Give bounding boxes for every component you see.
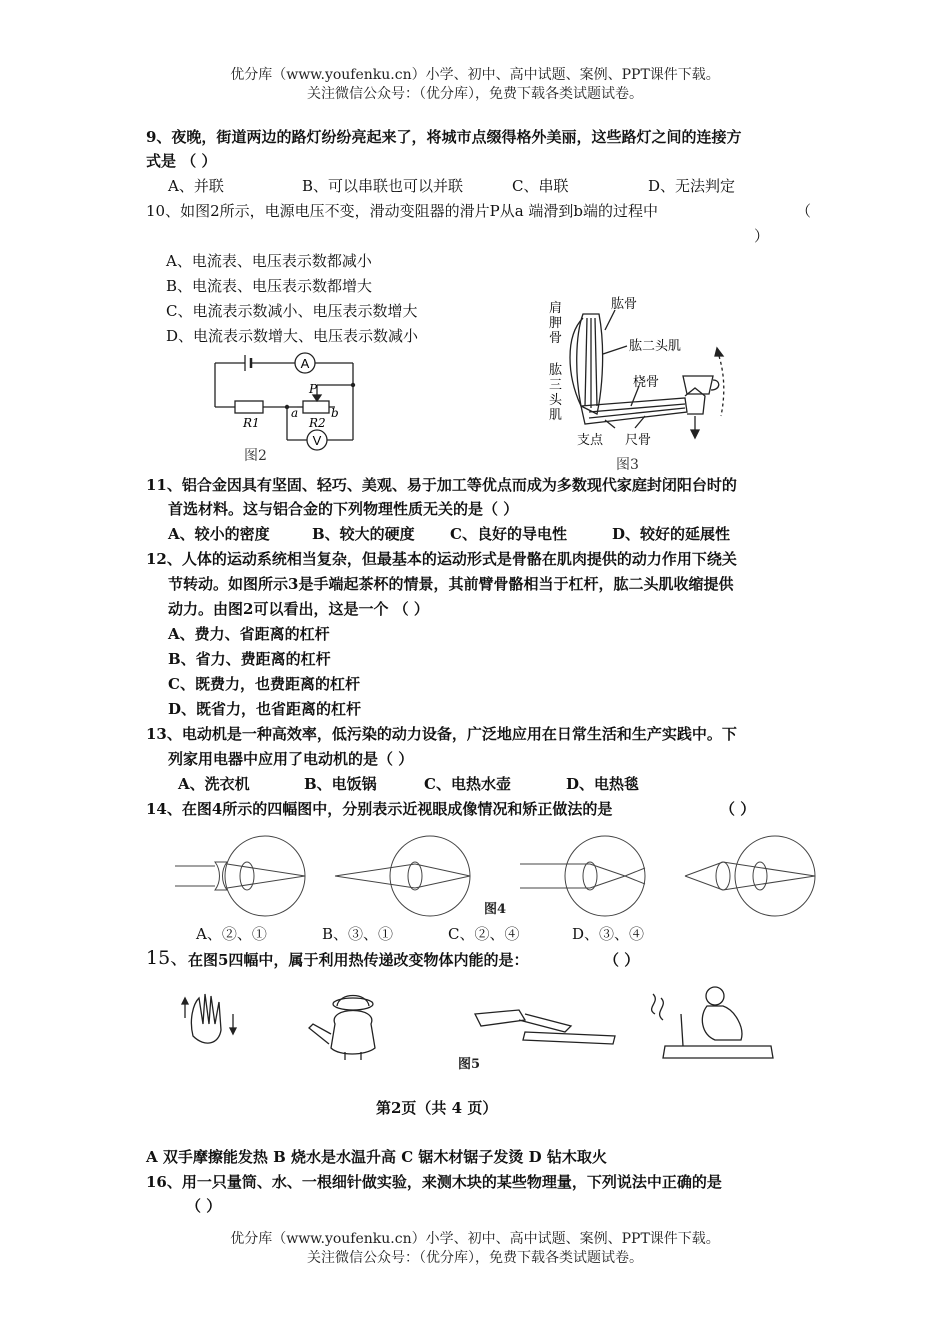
terminal-a-label: a [291,406,299,420]
footer-line-1: 优分库（www.youfenku.cn）小学、初中、高中试题、案例、PPT课件下载。 [230,1231,720,1247]
figure-2-caption: 图2 [244,448,267,464]
q9-line-2: 式是 （ ） [146,152,217,170]
q15-number: 15、 [146,947,190,969]
q14-option-a[interactable]: A、②、① [196,925,267,943]
q12-option-d[interactable]: D、既省力，也省距离的杠杆 [168,700,362,718]
label-shoulder-1: 肩 [549,301,563,316]
q13-option-c[interactable]: C、电热水壶 [424,775,511,793]
q12-line-3: 动力。由图2可以看出，这是一个 （ ） [168,600,429,618]
q10-option-d[interactable]: D、电流表示数增大、电压表示数减小 [166,327,419,345]
q14-option-b[interactable]: B、③、① [322,925,394,943]
label-radius: 桡骨 [633,375,660,390]
q12-option-c[interactable]: C、既费力，也费距离的杠杆 [168,675,360,693]
q15-text: 在图5四幅中，属于利用热传递改变物体内能的是： [188,951,529,969]
slider-p-label: P [309,382,318,396]
label-biceps: 肱二头肌 [629,339,682,354]
q15-options-line: A 双手摩擦能发热 B 烧水是水温升高 C 锯木材锯子发烫 D 钻木取火 [146,1148,607,1166]
q9-option-b[interactable]: B、可以串联也可以并联 [302,177,464,195]
q15-paren: （ ） [604,951,640,969]
label-shoulder-2: 胛 [549,316,563,331]
q9-option-c[interactable]: C、串联 [512,177,569,195]
q11-option-d[interactable]: D、较好的延展性 [612,525,731,543]
label-fulcrum: 支点 [577,433,604,448]
figure-3-caption: 图3 [616,457,639,473]
q13-option-a[interactable]: A、洗衣机 [178,775,250,793]
label-triceps-2: 三 [549,378,563,393]
q11-option-a[interactable]: A、较小的密度 [168,525,270,543]
label-triceps-3: 头 [549,393,563,408]
figure-5-pictures [175,984,775,1064]
q9-option-d[interactable]: D、无法判定 [648,177,736,195]
q16-line-1: 16、用一只量筒、水、一根细针做实验，来测木块的某些物理量，下列说法中正确的是 [146,1173,722,1191]
header-line-1: 优分库（www.youfenku.cn）小学、初中、高中试题、案例、PPT课件下载。 [230,67,720,83]
q11-line-1: 11、铝合金因具有坚固、轻巧、美观、易于加工等优点而成为多数现代家庭封闭阳台时的 [146,476,737,494]
q14-line-1: 14、在图4所示的四幅图中，分别表示近视眼成像情况和矫正做法的是 [146,800,613,818]
q10-option-b[interactable]: B、电流表、电压表示数都增大 [166,277,373,295]
q11-option-c[interactable]: C、良好的导电性 [450,525,567,543]
q10-paren-open: （ [796,202,812,220]
q13-option-b[interactable]: B、电饭锅 [304,775,377,793]
q13-option-d[interactable]: D、电热毯 [566,775,640,793]
q12-line-2: 节转动。如图所示3是手端起茶杯的情景，其前臂骨骼相当于杠杆，肱二头肌收缩提供 [168,575,734,593]
label-triceps-4: 肌 [549,408,563,423]
q10-line-1: 10、如图2所示，电源电压不变，滑动变阻器的滑片P从a 端滑到b端的过程中 [146,202,659,220]
r1-label: R1 [243,416,260,430]
q11-option-b[interactable]: B、较大的硬度 [312,525,415,543]
q12-line-1: 12、人体的运动系统相当复杂，但最基本的运动形式是骨骼在肌肉提供的动力作用下绕关 [146,550,737,568]
label-triceps-1: 肱 [549,363,563,378]
footer-line-2: 关注微信公众号：（优分库），免费下载各类试题试卷。 [307,1250,643,1266]
label-humerus: 肱骨 [611,297,638,312]
q10-option-c[interactable]: C、电流表示数减小、电压表示数增大 [166,302,418,320]
terminal-b-label: b [331,406,339,420]
figure-5-caption: 图5 [458,1057,481,1072]
q14-option-d[interactable]: D、③、④ [572,925,645,943]
figure-4-caption: 图4 [484,902,507,917]
voltmeter-label: V [312,433,322,448]
q14-paren: （ ） [720,800,756,818]
q11-line-2: 首选材料。这与铝合金的下列物理性质无关的是（ ） [168,500,519,518]
q12-option-a[interactable]: A、费力、省距离的杠杆 [168,625,330,643]
figure-2-circuit [205,345,365,448]
q13-line-1: 13、电动机是一种高效率，低污染的动力设备，广泛地应用在日常生活和生产实践中。下 [146,725,737,743]
q10-paren-close: ） [754,227,770,245]
q9-line-1: 9、夜晚，街道两边的路灯纷纷亮起来了，将城市点缀得格外美丽，这些路灯之间的连接方 [146,128,742,146]
figure-3-arm [545,296,745,456]
q10-option-a[interactable]: A、电流表、电压表示数都减小 [166,252,372,270]
header-line-2: 关注微信公众号：（优分库），免费下载各类试题试卷。 [307,86,643,102]
r2-label: R2 [309,416,326,430]
page-number: 第2页（共 4 页） [376,1099,498,1117]
q13-line-2: 列家用电器中应用了电动机的是（ ） [168,750,414,768]
q14-option-c[interactable]: C、②、④ [448,925,520,943]
q9-option-a[interactable]: A、并联 [168,177,224,195]
ammeter-label: A [300,356,310,371]
label-shoulder-3: 骨 [549,331,563,346]
label-ulna: 尺骨 [625,433,652,448]
q16-line-2: （ ） [186,1197,222,1215]
q12-option-b[interactable]: B、省力、费距离的杠杆 [168,650,331,668]
